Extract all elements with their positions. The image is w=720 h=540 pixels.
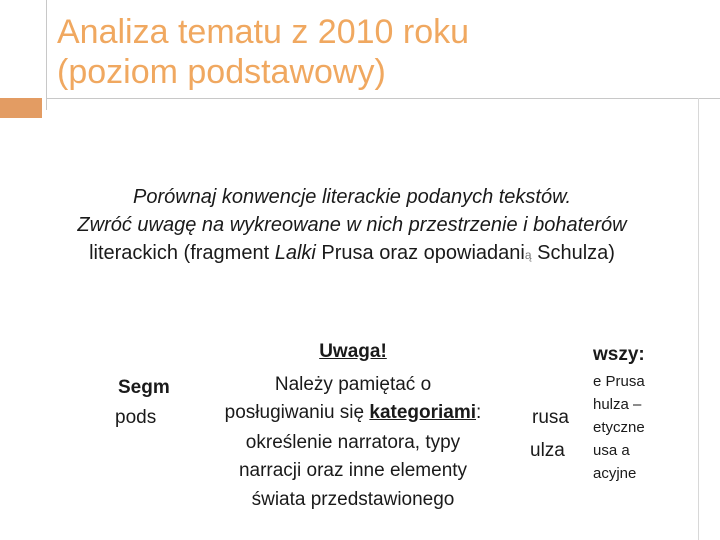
slide-title-line1: Analiza tematu z 2010 roku (57, 13, 470, 51)
accent-square (0, 98, 42, 118)
note-title: Uwaga! (319, 341, 387, 362)
right-frame-top (700, 98, 720, 99)
note-line-3: określenie narratora, typy (245, 432, 461, 453)
task-line-2: Zwróć uwagę na wykreowane w nich przestrzenie i bohaterów (77, 214, 627, 236)
background-text-bold: Segm (118, 377, 170, 398)
background-right-line-4: usa a (593, 442, 630, 459)
task-text (12, 183, 692, 269)
note-line-2: posługiwaniu się kategoriami: (224, 402, 482, 423)
right-frame-side (698, 98, 699, 540)
task-line-3: literackich (fragment Lalki Prusa oraz opowiadanią Schulza) (89, 242, 615, 264)
title-divider (46, 98, 720, 99)
title-vertical-rule (46, 0, 47, 110)
note-line-5: świata przedstawionego (251, 489, 455, 510)
background-text-mid-1: rusa (532, 407, 569, 428)
slide-title (57, 12, 677, 92)
background-text-mid-2: ulza (530, 440, 565, 461)
note-box (183, 336, 523, 526)
note-keyword: kategoriami (369, 402, 477, 423)
background-right-line-2: hulza – (593, 396, 642, 413)
background-text-left: pods (115, 407, 157, 428)
background-right-line-5: acyjne (593, 465, 637, 482)
background-right-line-3: etyczne (593, 419, 645, 436)
task-line-1: Porównaj konwencje literackie podanych tekstów. (132, 186, 572, 208)
note-line-1: Należy pamiętać o (274, 374, 432, 395)
slide-title-line2: (poziom podstawowy) (57, 53, 386, 91)
background-heading-right: wszy: (593, 344, 645, 365)
note-line-4: narracji oraz inne elementy (238, 460, 468, 481)
background-right-line-1: e Prusa (593, 373, 645, 390)
